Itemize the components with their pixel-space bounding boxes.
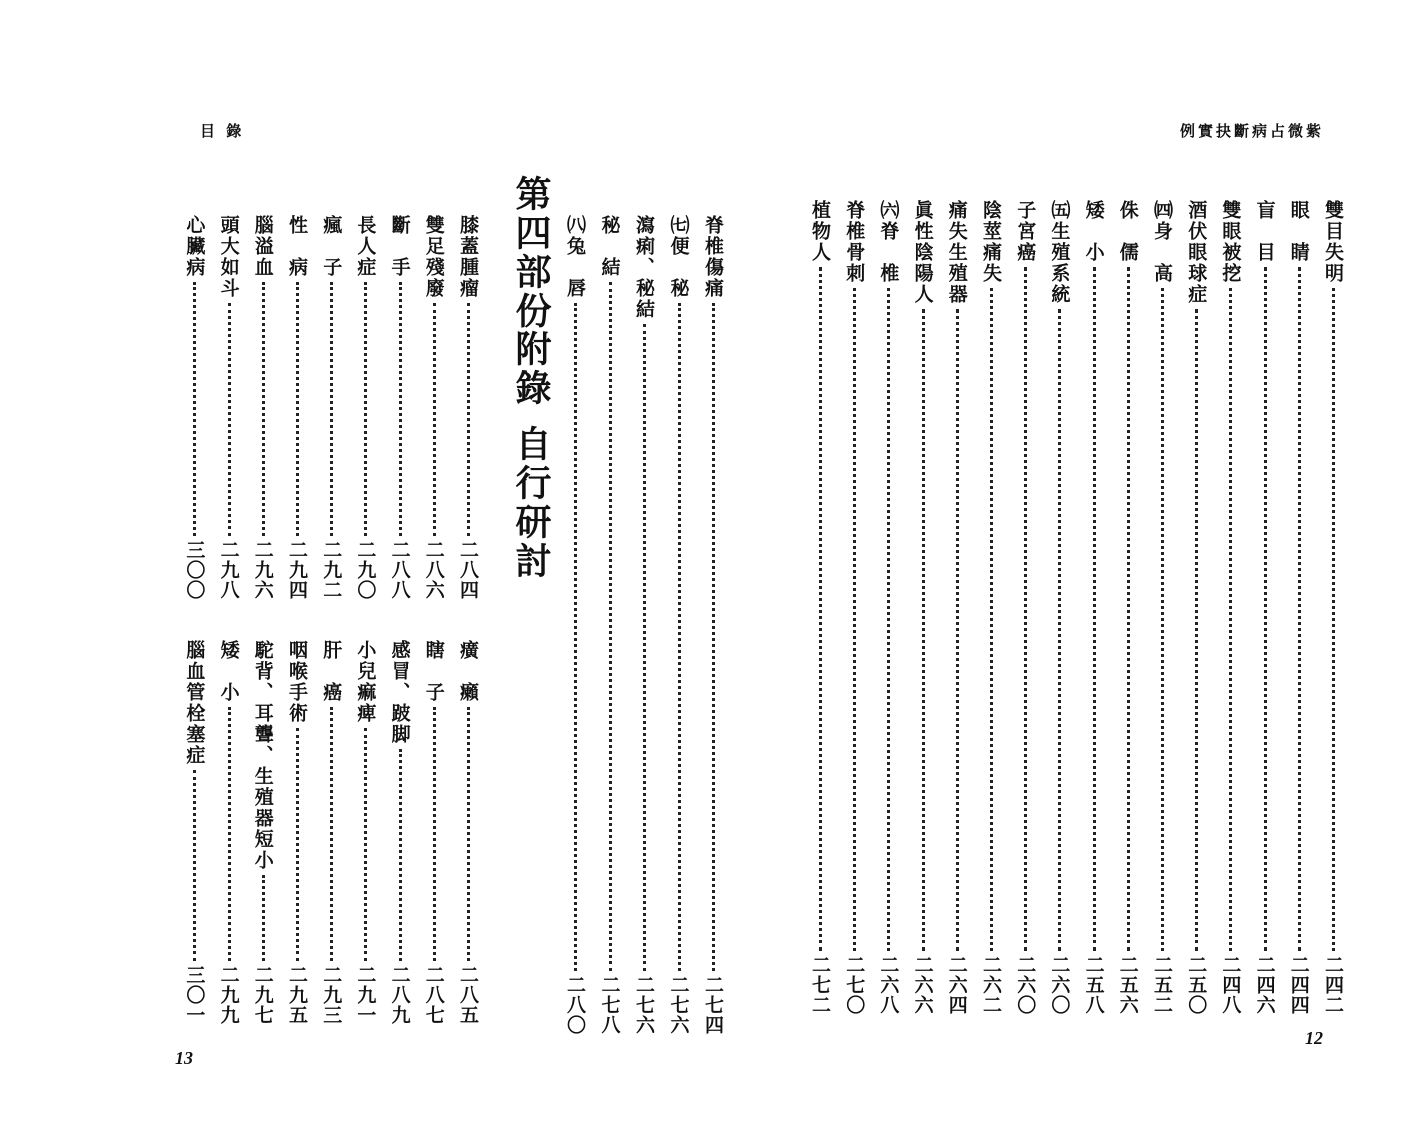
toc-entry-page: 二八五 xyxy=(457,965,479,1025)
toc-entry-title: 肝 癌 xyxy=(320,640,343,703)
toc-entry-page: 二九四 xyxy=(286,540,308,600)
toc-entry-page: 二五二 xyxy=(1151,955,1173,1015)
toc-entry-title: 瀉痢、秘結 xyxy=(633,215,655,320)
toc-entry xyxy=(387,215,414,600)
dot-leader xyxy=(1093,267,1096,951)
toc-entry-page: 二九一 xyxy=(354,965,377,1025)
toc-entry-title: 矮 小 xyxy=(1082,200,1105,263)
toc-entry-title: ㈧兔 唇 xyxy=(564,215,586,299)
toc-entry xyxy=(1046,200,1073,1015)
toc-entry-title: 雙目失明 xyxy=(1322,200,1344,284)
toc-entry-title: 眼 睛 xyxy=(1287,200,1310,263)
toc-entry-title: 瞎 子 xyxy=(422,640,445,703)
toc-entry-title: 脊椎傷痛 xyxy=(702,215,724,299)
toc-entry xyxy=(1012,200,1039,1015)
toc-entry-page: 二八八 xyxy=(388,540,411,600)
toc-entry xyxy=(421,215,448,600)
toc-entry xyxy=(807,200,834,1015)
dot-leader xyxy=(262,875,265,961)
toc-entry-page: 二四六 xyxy=(1253,955,1276,1015)
toc-entry-page: 二四八 xyxy=(1219,955,1242,1015)
toc-entry xyxy=(700,215,727,1035)
toc-entry-page: 二七〇 xyxy=(843,955,866,1015)
dot-leader xyxy=(678,303,681,971)
toc-entry-page: 二五六 xyxy=(1116,955,1139,1015)
toc-entry xyxy=(1115,200,1142,1015)
toc-entry xyxy=(455,215,482,600)
toc-entry-page: 二六〇 xyxy=(1014,955,1037,1015)
dot-leader xyxy=(1195,309,1198,951)
toc-entry xyxy=(1217,200,1244,1015)
dot-leader xyxy=(853,288,856,951)
page-number-right: 12 xyxy=(1305,1028,1323,1048)
toc-entry-title: 盲 目 xyxy=(1253,200,1276,263)
toc-entry-title: 膝蓋腫瘤 xyxy=(457,215,479,299)
dot-leader xyxy=(330,707,333,961)
toc-entry-page: 二七八 xyxy=(598,975,621,1035)
dot-leader xyxy=(887,288,890,951)
dot-leader xyxy=(1127,267,1130,951)
dot-leader xyxy=(1298,267,1301,951)
dot-leader xyxy=(990,288,993,951)
toc-entry xyxy=(1320,200,1347,1015)
dot-leader xyxy=(1332,288,1335,951)
toc-entry-title: 陰莖痛失 xyxy=(980,200,1002,284)
toc-entry-page: 二八〇 xyxy=(564,975,586,1035)
dot-leader xyxy=(296,282,299,536)
toc-entry xyxy=(216,215,243,600)
toc-entry-page: 二七四 xyxy=(702,975,724,1035)
dot-leader xyxy=(433,707,436,961)
dot-leader xyxy=(1264,267,1267,951)
toc-entry-title: 感冒、跛脚 xyxy=(388,640,411,745)
toc-entry-title: 腦血管栓塞症 xyxy=(183,640,206,766)
toc-entry-page: 二六六 xyxy=(911,955,934,1015)
dot-leader xyxy=(467,303,470,536)
toc-entry-title: 長人症 xyxy=(354,215,377,278)
dot-leader xyxy=(228,303,231,536)
toc-entry xyxy=(250,215,277,600)
toc-entry-title: 咽喉手術 xyxy=(286,640,308,724)
right-page-header: 例實抉斷病占微紫 xyxy=(1180,122,1325,140)
toc-entry-page: 二六〇 xyxy=(1048,955,1071,1015)
toc-entry-title: 心臟病 xyxy=(183,215,206,278)
toc-entry-page: 二八六 xyxy=(422,540,445,600)
toc-entry xyxy=(597,215,624,1035)
toc-entry-page: 二六八 xyxy=(877,955,900,1015)
dot-leader xyxy=(399,749,402,961)
toc-entry xyxy=(352,640,379,1025)
toc-entry-title: ㈦便 秘 xyxy=(667,215,690,299)
dot-leader xyxy=(574,303,577,971)
toc-entry-title: 矮 小 xyxy=(217,640,240,703)
toc-entry-page: 二八九 xyxy=(388,965,411,1025)
toc-entry-page: 三〇〇 xyxy=(183,540,206,600)
dot-leader xyxy=(364,282,367,536)
toc-entry-page: 二九九 xyxy=(217,965,240,1025)
toc-entry xyxy=(250,640,277,1025)
dot-leader xyxy=(922,309,925,951)
toc-entry xyxy=(181,640,208,1025)
part-title: 第四部份 xyxy=(510,175,551,331)
dot-leader xyxy=(399,282,402,536)
toc-entry xyxy=(944,200,971,1015)
dot-leader xyxy=(193,282,196,536)
toc-entry xyxy=(352,215,379,600)
left-page-header: 目 錄 xyxy=(200,122,245,140)
toc-entry-page: 二九六 xyxy=(251,540,274,600)
toc-entry xyxy=(181,215,208,600)
dot-leader xyxy=(193,770,196,961)
toc-entry xyxy=(387,640,414,1025)
toc-entry-page: 二九二 xyxy=(320,540,343,600)
toc-entry-title: 雙足殘廢 xyxy=(422,215,445,299)
toc-entry xyxy=(875,200,902,1015)
toc-entry-title: 秘 結 xyxy=(598,215,621,278)
toc-entry xyxy=(1149,200,1176,1015)
appendix-heading: 附錄 xyxy=(510,330,551,408)
toc-entry-title: 侏 儒 xyxy=(1116,200,1139,263)
toc-entry xyxy=(978,200,1005,1015)
toc-entry xyxy=(631,215,658,1035)
toc-entry-title: 性 病 xyxy=(286,215,308,278)
toc-entry-title: 雙眼被挖 xyxy=(1219,200,1242,284)
dot-leader xyxy=(819,267,822,951)
toc-entry-page: 二七六 xyxy=(667,975,690,1035)
toc-entry-page: 二八四 xyxy=(457,540,479,600)
toc-entry xyxy=(318,640,345,1025)
dot-leader xyxy=(609,282,612,971)
dot-leader xyxy=(1058,309,1061,951)
dot-leader xyxy=(1024,267,1027,951)
toc-entry xyxy=(284,640,311,1025)
toc-entry-page: 二六四 xyxy=(945,955,968,1015)
toc-entry-title: ㈣身 高 xyxy=(1151,200,1173,284)
dot-leader xyxy=(228,707,231,961)
dot-leader xyxy=(364,728,367,961)
dot-leader xyxy=(1229,288,1232,951)
toc-entry xyxy=(1081,200,1108,1015)
toc-entry xyxy=(216,640,243,1025)
toc-entry-page: 三〇一 xyxy=(183,965,206,1025)
toc-entry xyxy=(1252,200,1279,1015)
toc-entry-title: 斷 手 xyxy=(388,215,411,278)
toc-entry-title: 癀 癩 xyxy=(457,640,479,703)
toc-entry-title: ㈤生殖系統 xyxy=(1048,200,1071,305)
toc-entry-title: 小兒痲痺 xyxy=(354,640,377,724)
dot-leader xyxy=(262,282,265,536)
dot-leader xyxy=(956,309,959,951)
toc-entry-page: 二四二 xyxy=(1322,955,1344,1015)
toc-entry-page: 二五〇 xyxy=(1185,955,1208,1015)
dot-leader xyxy=(296,728,299,961)
toc-entry-page: 二九〇 xyxy=(354,540,377,600)
dot-leader xyxy=(1161,288,1164,951)
dot-leader xyxy=(467,707,470,961)
toc-entry-title: 酒伏眼球症 xyxy=(1185,200,1208,305)
toc-entry xyxy=(1286,200,1313,1015)
toc-entry-page: 二八七 xyxy=(422,965,445,1025)
toc-entry-title: 瘋 子 xyxy=(320,215,343,278)
toc-entry-page: 二五八 xyxy=(1082,955,1105,1015)
dot-leader xyxy=(712,303,715,971)
toc-entry-page: 二九五 xyxy=(286,965,308,1025)
toc-entry-page: 二九七 xyxy=(251,965,274,1025)
toc-entry-title: 脊椎骨刺 xyxy=(843,200,866,284)
toc-entry-title: 腦溢血 xyxy=(251,215,274,278)
toc-entry-page: 二六二 xyxy=(980,955,1002,1015)
dot-leader xyxy=(330,282,333,536)
toc-entry xyxy=(1183,200,1210,1015)
toc-entry-title: 子宮癌 xyxy=(1014,200,1037,263)
toc-entry-page: 二九八 xyxy=(217,540,240,600)
toc-entry xyxy=(666,215,693,1035)
toc-entry-page: 二七六 xyxy=(633,975,655,1035)
toc-entry-title: 駝背、耳聾、生殖器短小 xyxy=(251,640,274,871)
page-number-left: 13 xyxy=(175,1048,193,1068)
toc-entry-page: 二四四 xyxy=(1287,955,1310,1015)
toc-entry xyxy=(910,200,937,1015)
toc-entry xyxy=(284,215,311,600)
toc-entry-title: 頭大如斗 xyxy=(217,215,240,299)
dot-leader xyxy=(643,324,646,971)
toc-entry xyxy=(318,215,345,600)
toc-entry-title: 眞性陰陽人 xyxy=(911,200,934,305)
toc-entry-title: 痛失生殖器 xyxy=(945,200,968,305)
toc-entry-page: 二七二 xyxy=(809,955,831,1015)
toc-entry xyxy=(421,640,448,1025)
toc-entry-title: ㈥脊 椎 xyxy=(877,200,900,284)
toc-entry xyxy=(562,215,589,1035)
toc-entry-page: 二九三 xyxy=(320,965,343,1025)
toc-entry xyxy=(841,200,868,1015)
dot-leader xyxy=(433,303,436,536)
topic-heading: 自行研討 xyxy=(510,425,551,581)
toc-entry xyxy=(455,640,482,1025)
toc-entry-title: 植物人 xyxy=(809,200,831,263)
